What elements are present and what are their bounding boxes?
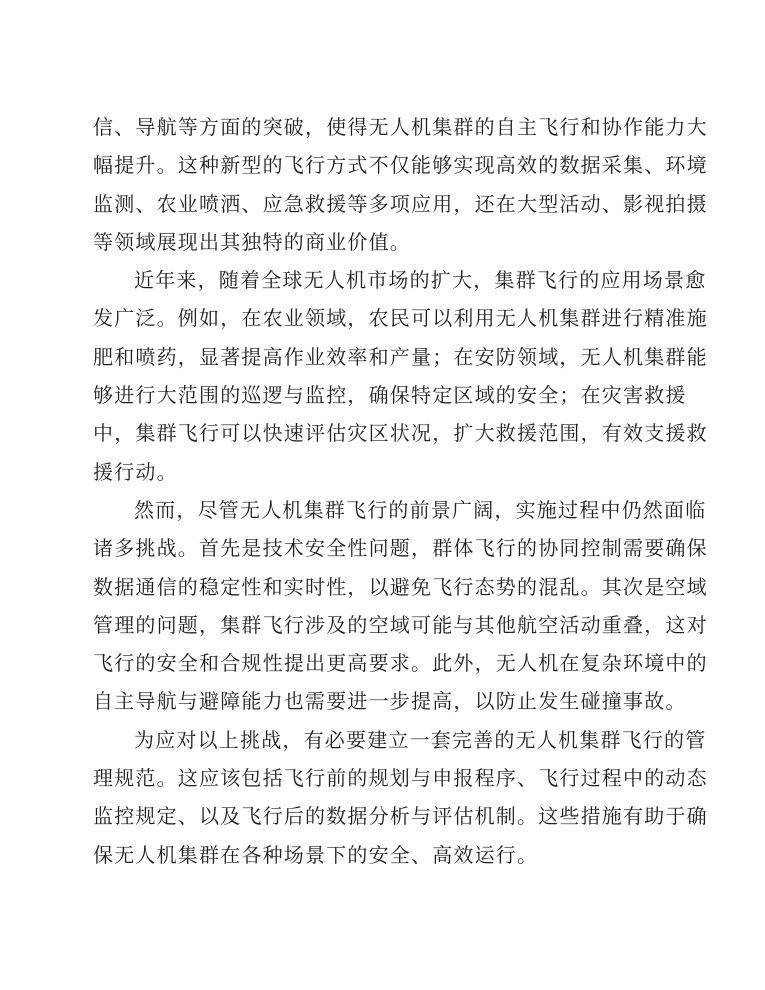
- text-line: 幅提升。这种新型的飞行方式不仅能够实现高效的数据采集、环境: [93, 153, 708, 178]
- text-line: 自主导航与避障能力也需要进一步提高，以防止发生碰撞事故。: [93, 689, 687, 714]
- text-line: 然而，尽管无人机集群飞行的前景广阔，实施过程中仍然面临: [134, 497, 707, 522]
- text-line: 监测、农业喷洒、应急救援等多项应用，还在大型活动、影视拍摄: [93, 191, 708, 216]
- text-line: 为应对以上挑战，有必要建立一套完善的无人机集群飞行的管: [134, 727, 707, 752]
- text-line: 中，集群飞行可以快速评估灾区状况，扩大救援范围，有效支援救: [93, 421, 708, 446]
- text-line: 数据通信的稳定性和实时性，以避免飞行态势的混乱。其次是空域: [93, 574, 708, 599]
- text-line: 飞行的安全和合规性提出更高要求。此外，无人机在复杂环境中的: [93, 651, 708, 676]
- paragraph-challenges: [93, 491, 708, 721]
- document-body: [93, 108, 708, 874]
- paragraph-applications: [93, 261, 708, 491]
- text-line: 够进行大范围的巡逻与监控，确保特定区域的安全；在灾害救援: [93, 383, 687, 408]
- text-line: 管理的问题，集群飞行涉及的空域可能与其他航空活动重叠，这对: [93, 612, 708, 637]
- text-line: 等领域展现出其独特的商业价值。: [93, 229, 411, 254]
- text-line: 诸多挑战。首先是技术安全性问题，群体飞行的协同控制需要确保: [93, 536, 708, 561]
- text-line: 近年来，随着全球无人机市场的扩大，集群飞行的应用场景愈: [134, 268, 707, 293]
- text-line: 肥和喷药，显著提高作业效率和产量；在安防领域，无人机集群能: [93, 344, 708, 369]
- text-line: 信、导航等方面的突破，使得无人机集群的自主飞行和协作能力大: [93, 115, 708, 139]
- text-line: 保无人机集群在各种场景下的安全、高效运行。: [93, 842, 539, 867]
- text-line: 监控规定、以及飞行后的数据分析与评估机制。这些措施有助于确: [93, 804, 708, 829]
- text-line: 发广泛。例如，在农业领域，农民可以利用无人机集群进行精准施: [93, 306, 708, 331]
- text-line: 援行动。: [93, 459, 178, 484]
- paragraph-continued: [93, 108, 708, 261]
- paragraph-regulations: [93, 721, 708, 874]
- text-line: 理规范。这应该包括飞行前的规划与申报程序、飞行过程中的动态: [93, 766, 708, 791]
